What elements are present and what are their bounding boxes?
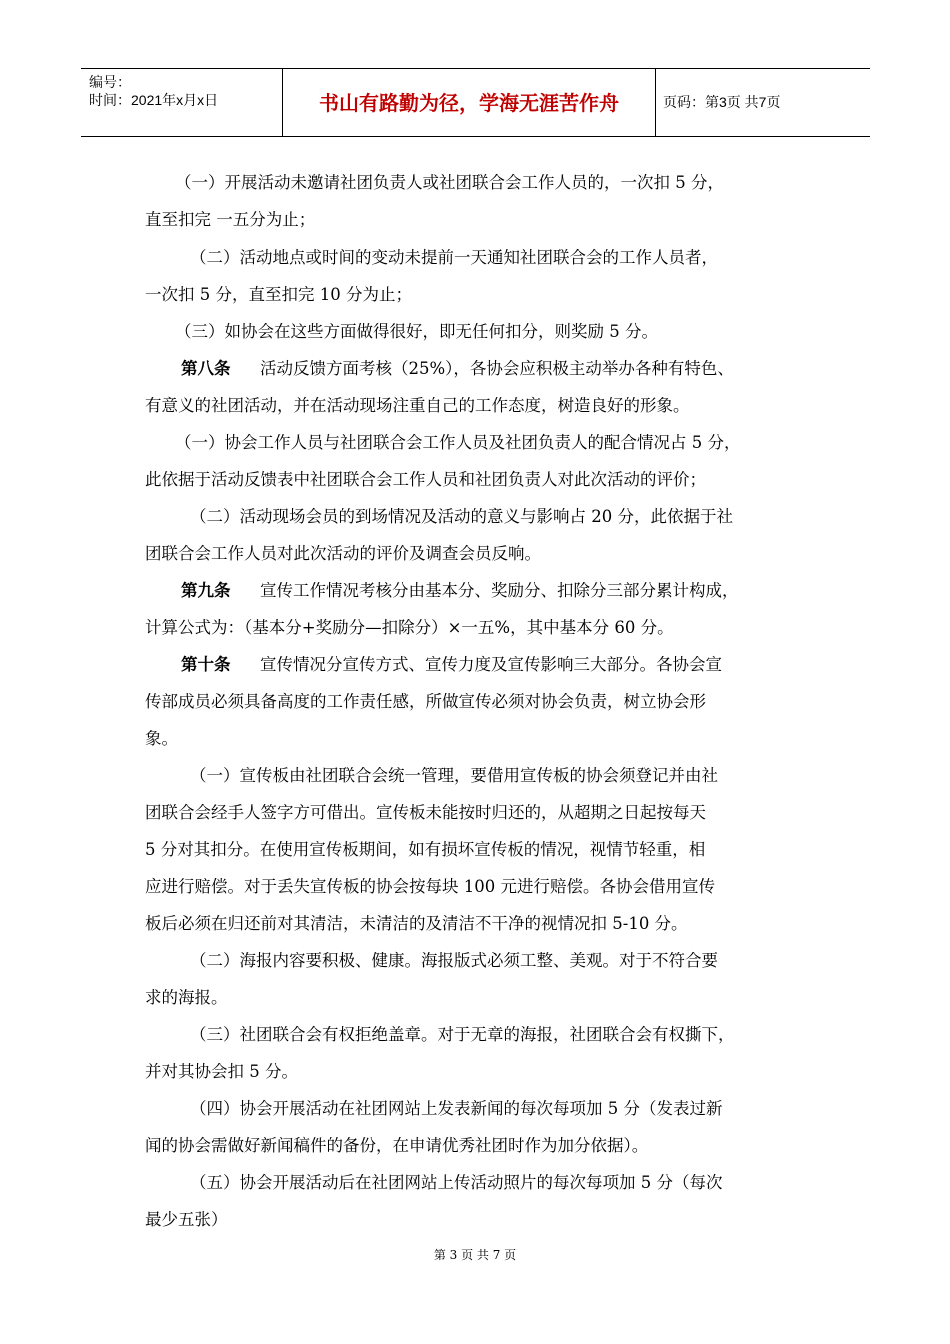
- text-line: （一）协会工作人员与社团联合会工作人员及社团负责人的配合情况占 5 分，: [175, 433, 741, 452]
- text-line: 求的海报。: [145, 988, 228, 1007]
- text-line: 宣传工作情况考核分由基本分、奖励分、扣除分三部分累计构成，: [260, 581, 739, 600]
- text-line: 闻的协会需做好新闻稿件的备份，在申请优秀社团时作为加分依据）。: [145, 1136, 649, 1155]
- header-right-cell: [655, 69, 870, 136]
- header-table: [81, 68, 870, 137]
- text-line: 象。: [145, 729, 178, 748]
- document-date: 时间：2021年x月x日: [89, 92, 219, 108]
- text-line: 并对其协会扣 5 分。: [145, 1062, 298, 1081]
- text-line: （四）协会开展活动在社团网站上发表新闻的每次每项加 5 分（发表过新: [190, 1099, 723, 1118]
- text-line: （二）活动地点或时间的变动未提前一天通知社团联合会的工作人员者，: [190, 248, 718, 267]
- article-heading: 第十条: [181, 655, 231, 674]
- article-heading: 第八条: [181, 359, 231, 378]
- text-line: 最少五张）: [145, 1210, 228, 1229]
- text-line: 团联合会经手人签字方可借出。宣传板未能按时归还的，从超期之日起按每天: [145, 803, 706, 822]
- text-line: 直至扣完 一五分为止；: [145, 210, 316, 229]
- text-line: （一）宣传板由社团联合会统一管理，要借用宣传板的协会须登记并由社: [190, 766, 718, 785]
- text-line: 一次扣 5 分，直至扣完 10 分为止；: [145, 285, 412, 304]
- page-footer: 第 3 页 共 7 页: [433, 1248, 517, 1262]
- text-line: 5 分对其扣分。在使用宣传板期间，如有损坏宣传板的情况，视情节轻重，相: [145, 840, 706, 859]
- text-line: 有意义的社团活动，并在活动现场注重自己的工作态度，树造良好的形象。: [145, 396, 690, 415]
- text-line: （三）社团联合会有权拒绝盖章。对于无章的海报，社团联合会有权撕下，: [190, 1025, 735, 1044]
- text-line: 传部成员必须具备高度的工作责任感，所做宣传必须对协会负责，树立协会形: [145, 692, 706, 711]
- text-line: 宣传情况分宣传方式、宣传力度及宣传影响三大部分。各协会宣: [260, 655, 722, 674]
- text-line: 板后必须在归还前对其清洁，未清洁的及清洁不干净的视情况扣 5-10 分。: [145, 914, 688, 933]
- text-line: （二）海报内容要积极、健康。海报版式必须工整、美观。对于不符合要: [190, 951, 718, 970]
- header-left-cell: [81, 69, 282, 136]
- header-motto: 书山有路勤为径，学海无涯苦作舟: [319, 91, 619, 115]
- text-line: 计算公式为：（基本分+奖励分—扣除分）×一五%，其中基本分 60 分。: [145, 618, 674, 637]
- text-line: 应进行赔偿。对于丢失宣传板的协会按每块 100 元进行赔偿。各协会借用宣传: [145, 877, 715, 896]
- article-heading: 第九条: [181, 581, 231, 600]
- header-center-cell: [282, 69, 656, 136]
- text-line: （一）开展活动未邀请社团负责人或社团联合会工作人员的，一次扣 5 分，: [175, 173, 724, 192]
- text-line: （五）协会开展活动后在社团网站上传活动照片的每次每项加 5 分（每次: [190, 1173, 723, 1192]
- document-number-label: 编号：: [89, 74, 131, 90]
- text-line: 活动反馈方面考核（25%），各协会应积极主动举办各种有特色、: [260, 359, 734, 378]
- text-line: （三）如协会在这些方面做得很好，即无任何扣分，则奖励 5 分。: [175, 322, 658, 341]
- text-line: （二）活动现场会员的到场情况及活动的意义与影响占 20 分，此依据于社: [190, 507, 733, 526]
- header-page-info: 页码：第3页 共7页: [663, 94, 781, 110]
- text-line: 团联合会工作人员对此次活动的评价及调查会员反响。: [145, 544, 541, 563]
- text-line: 此依据于活动反馈表中社团联合会工作人员和社团负责人对此次活动的评价；: [145, 470, 706, 489]
